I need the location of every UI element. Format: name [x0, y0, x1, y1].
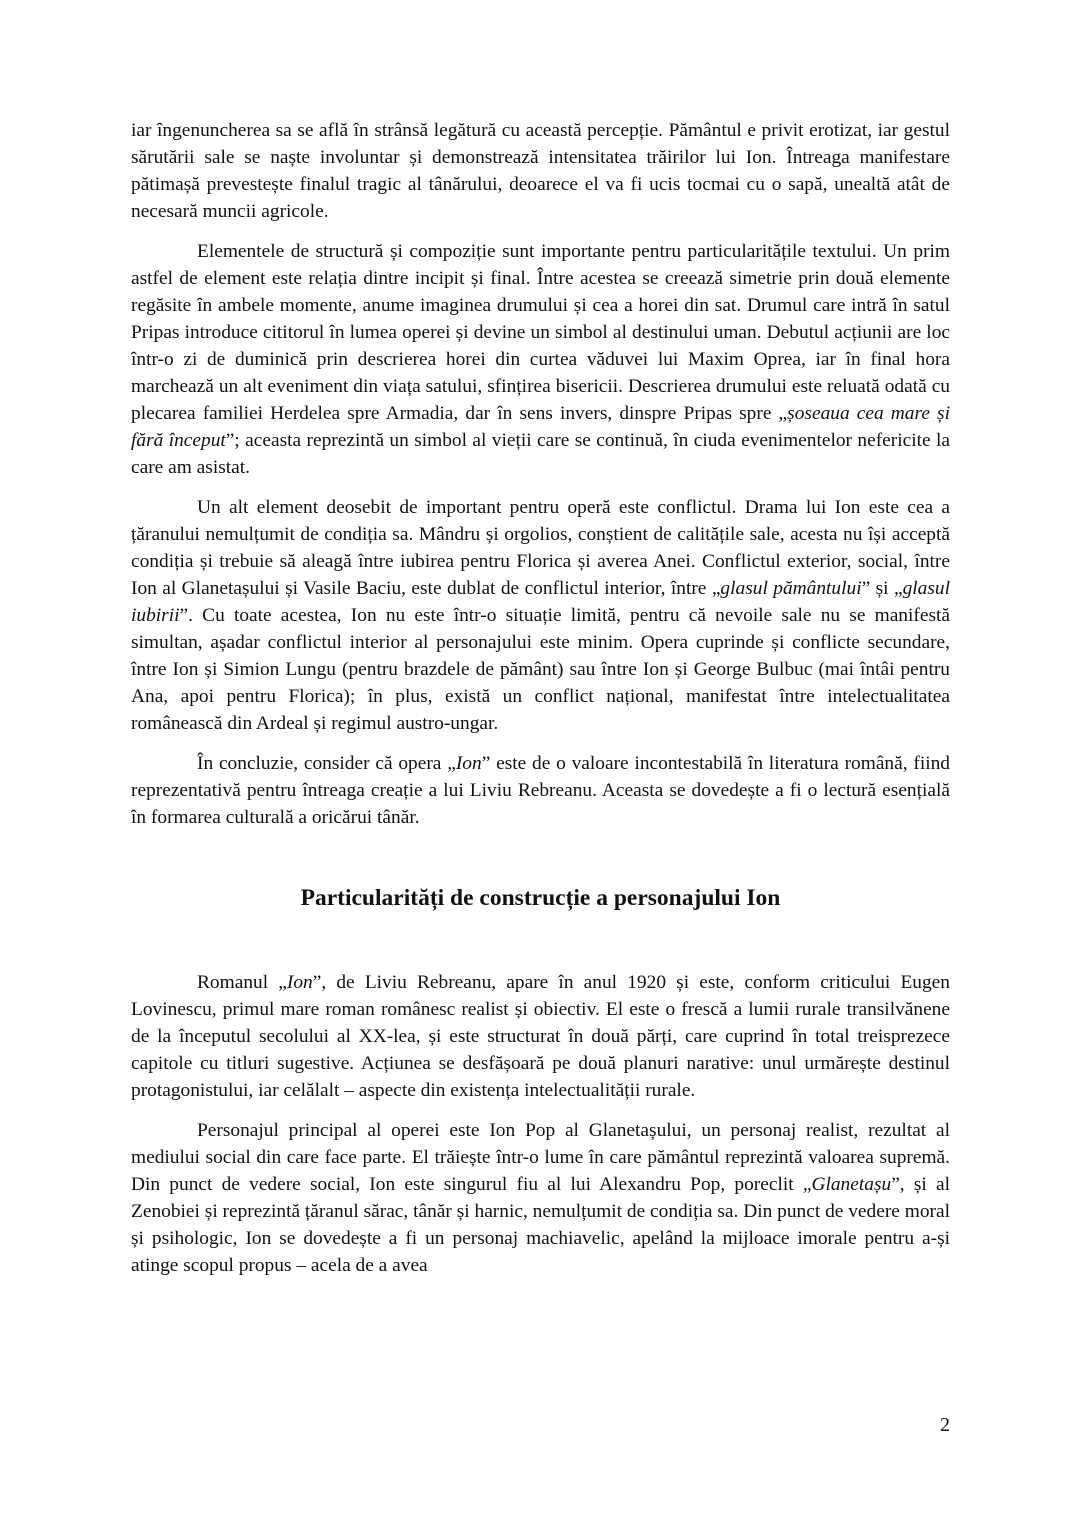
- body-paragraph: [131, 238, 950, 481]
- quoted-italic-text: glasul pământului: [720, 578, 862, 599]
- paragraph-text: Personajul principal al operei este Ion Pop al Glanetașului, un personaj realist, rezultat al mediului social din care face parte. El trăiește într-o lume în care pământul reprezintă valoarea supremă. Din punct de vedere social, Ion este singurul fiu al lui Alexandru Pop, poreclit „: [131, 1120, 950, 1195]
- body-paragraph: [131, 1117, 950, 1279]
- paragraph-text: Romanul „: [197, 972, 287, 993]
- body-paragraph: [131, 750, 950, 831]
- quoted-italic-text: Ion: [455, 753, 482, 774]
- body-paragraph: [131, 494, 950, 737]
- paragraph-text: ” și „: [861, 578, 903, 599]
- paragraph-text: ”, și al Zenobiei și reprezintă țăranul sărac, tânăr și harnic, nemulțumit de condiția sa. Din punct de vedere moral și psihologic, Ion se dovedește a fi un personaj machiavelic, apelând la mijloace imorale pentru a-și atinge scopul propus – acela de a avea: [131, 1174, 951, 1276]
- body-paragraph: [131, 117, 950, 225]
- quoted-italic-text: șoseaua cea mare și fără început: [131, 403, 950, 451]
- paragraph-text: În concluzie, consider că opera „: [197, 753, 456, 774]
- quoted-italic-text: glasul iubirii: [131, 578, 950, 626]
- quoted-italic-text: Glanetașu: [811, 1174, 892, 1195]
- paragraph-text: ”, de Liviu Rebreanu, apare în anul 1920 și este, conform criticului Eugen Lovinescu, primul mare roman românesc realist și obiectiv. El este o frescă a lumii rurale transilvănene de la începutul secolului al XX-lea, și este structurat în două părți, care cuprind în total treisprezece capitole cu titluri sugestive. Acțiunea se desfășoară pe două planuri narative: unul urmărește destinul protagonistului, iar celălalt – aspecte din existența intelectualității rurale.: [131, 972, 950, 1101]
- section-title: Particularități de construcție a personajului Ion: [300, 885, 781, 911]
- paragraph-text: ”; aceasta reprezintă un simbol al vieții care se continuă, în ciuda evenimentelor nefericite la care am asistat.: [131, 430, 950, 478]
- paragraph-text: iar îngenuncherea sa se află în strânsă legătură cu această percepție. Pământul e privit erotizat, iar gestul sărutării sale se naște involuntar și demonstrează intensitatea trăirilor lui Ion. Întreaga manifestare pătimașă prevestește finalul tragic al tânărului, deoarece el va fi ucis tocmai cu o sapă, unealtă atât de necesară muncii agricole.: [131, 120, 950, 222]
- page-number: 2: [940, 1414, 950, 1436]
- document-page: [131, 117, 950, 1279]
- paragraph-text: ”. Cu toate acestea, Ion nu este într-o situație limită, pentru că nevoile sale nu se manifestă simultan, așadar conflictul interior al personajului este minim. Opera cuprinde și conflicte secundare, între Ion și Simion Lungu (pentru brazdele de pământ) sau între Ion și George Bulbuc (mai întâi pentru Ana, apoi pentru Florica); în plus, există un conflict național, manifestat între intelectualitatea românească din Ardeal și regimul austro-ungar.: [131, 605, 950, 734]
- paragraph-text: ” este de o valoare incontestabilă în literatura română, fiind reprezentativă pentru întreaga creație a lui Liviu Rebreanu. Aceasta se dovedește a fi o lectură esențială în formarea culturală a oricărui tânăr.: [131, 753, 950, 828]
- paragraph-text: Un alt element deosebit de important pentru operă este conflictul. Drama lui Ion este cea a țăranului nemulțumit de condiția sa. Mândru și orgolios, conștient de calitățile sale, acesta nu își acceptă condiția și trebuie să aleagă între iubirea pentru Florica și averea Anei. Conflictul exterior, social, între Ion al Glanetașului și Vasile Baciu, este dublat de conflictul interior, între „: [131, 497, 950, 599]
- body-paragraph: [131, 969, 950, 1104]
- paragraph-text: Elementele de structură și compoziție sunt importante pentru particularitățile textului. Un prim astfel de element este relația dintre incipit și final. Între acestea se creează simetrie prin două elemente regăsite în ambele momente, anume imaginea drumului și cea a horei din sat. Drumul care intră în satul Pripas introduce cititorul în lumea operei și devine un simbol al destinului uman. Debutul acțiunii are loc într-o zi de duminică prin descrierea horei din curtea văduvei lui Maxim Oprea, iar în final hora marchează un alt eveniment din viața satului, sfințirea bisericii. Descrierea drumului este reluată odată cu plecarea familiei Herdelea spre Armadia, dar în sens invers, dinspre Pripas spre „: [131, 241, 950, 424]
- quoted-italic-text: Ion: [286, 972, 313, 993]
